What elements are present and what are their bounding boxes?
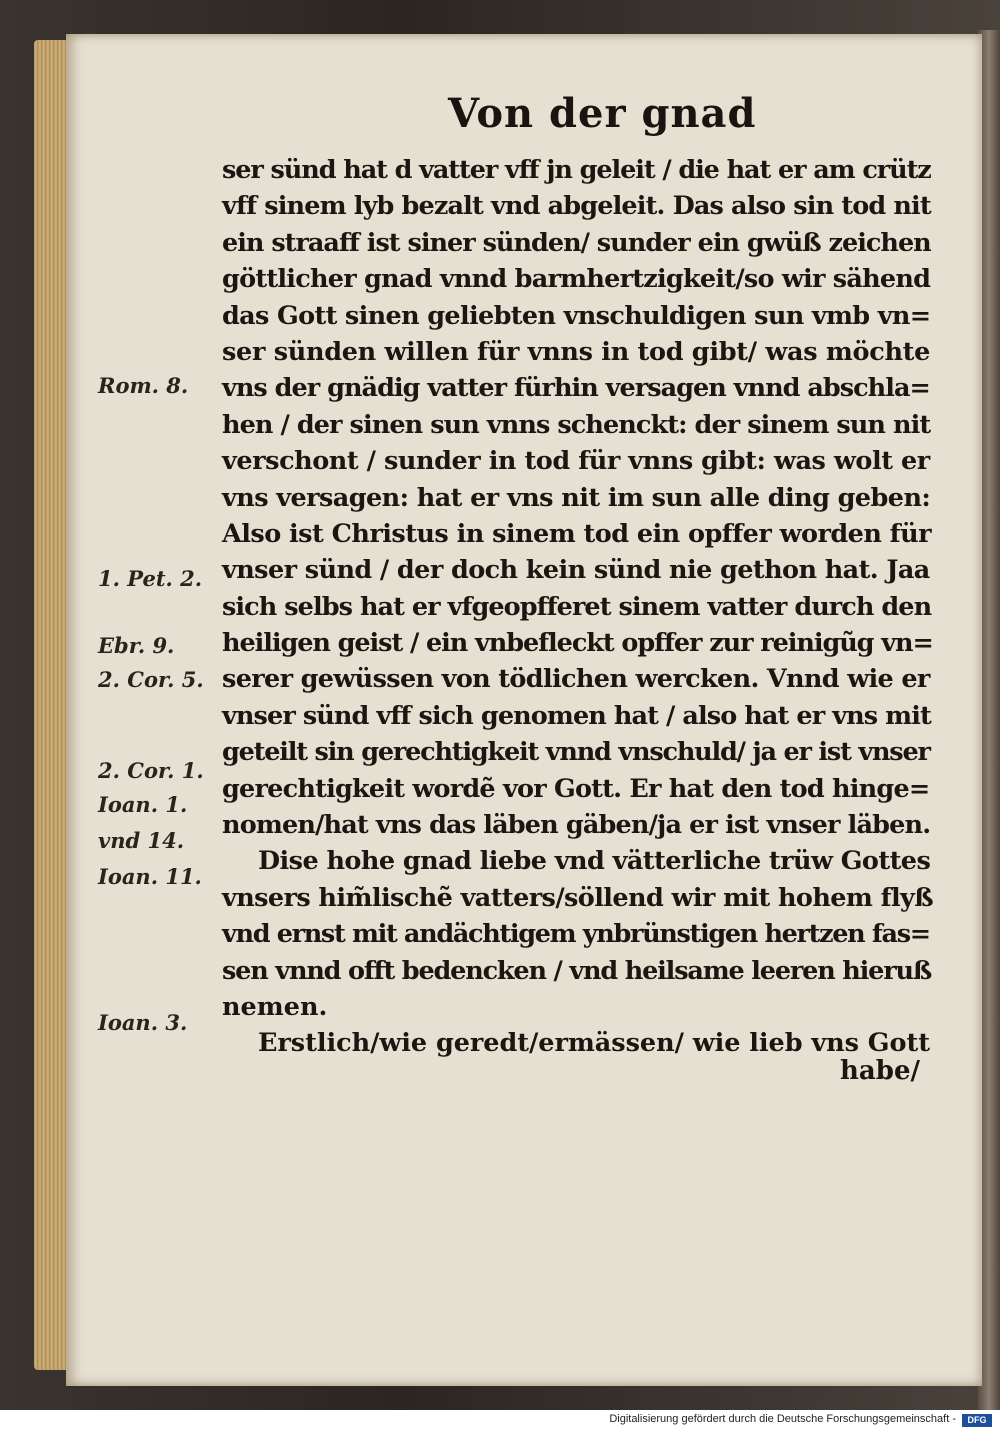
catchword: habe/ xyxy=(840,1056,920,1086)
margin-note: 2. Cor. 5. xyxy=(98,667,204,692)
text-line: vnd ernst mit andächtigem ynbrünstigen hertzen fas= xyxy=(222,919,930,950)
text-line: nomen/hat vns das läben gäben/ja er ist vnser läben. xyxy=(222,810,931,841)
margin-note: Ioan. 11. xyxy=(98,864,202,889)
text-line: vnser sünd / der doch kein sünd nie gethon hat. Jaa xyxy=(222,555,930,586)
text-line: serer gewüssen von tödlichen wercken. Vnnd wie er xyxy=(222,664,930,695)
text-line: göttlicher gnad vnnd barmhertzigkeit/so wir sähend xyxy=(222,264,931,295)
text-line: verschont / sunder in tod für vnns gibt: was wolt er xyxy=(222,446,930,477)
text-line: hen / der sinen sun vnns schenckt: der sinem sun nit xyxy=(222,409,931,440)
margin-note: 2. Cor. 1. xyxy=(98,758,204,783)
text-line: ser sünd hat d vatter vff jn geleit / die hat er am crütz xyxy=(222,155,931,185)
running-head: Von der gnad xyxy=(448,90,757,137)
text-line: ser sünden willen für vnns in tod gibt/ was möchte xyxy=(222,336,931,367)
text-line: geteilt sin gerechtigkeit vnnd vnschuld/ ja er ist vnser xyxy=(222,737,930,768)
margin-note: 1. Pet. 2. xyxy=(98,566,203,591)
text-line: vnser sünd vff sich genomen hat / also hat er vns mit xyxy=(222,700,931,731)
text-line: ein straaff ist siner sünden/ sunder ein gwüß zeichen xyxy=(222,227,931,258)
margin-note: vnd 14. xyxy=(98,828,184,853)
footer-credit: Digitalisierung gefördert durch die Deutsche Forschungsgemeinschaft - xyxy=(609,1413,956,1425)
margin-note: Rom. 8. xyxy=(98,373,189,398)
dfg-logo: DFG xyxy=(962,1414,992,1427)
text-line: gerechtigkeit wordẽ vor Gott. Er hat den tod hinge= xyxy=(222,773,930,804)
text-line: vnsers him̃lischẽ vatters/söllend wir mit hohem flyß xyxy=(222,882,934,913)
text-line: das Gott sinen geliebten vnschuldigen sun vmb vn= xyxy=(222,300,931,331)
margin-note: Ioan. 3. xyxy=(98,1010,188,1035)
text-line: sich selbs hat er vfgeopfferet sinem vatter durch den xyxy=(222,591,932,622)
text-line: Also ist Christus in sinem tod ein opffer worden für xyxy=(222,518,931,549)
margin-note: Ioan. 1. xyxy=(98,792,188,817)
body-text xyxy=(222,152,934,1062)
text-line: vff sinem lyb bezalt vnd abgeleit. Das also sin tod nit xyxy=(222,191,931,222)
text-line: sen vnnd offt bedencken / vnd heilsame leeren hieruß xyxy=(222,955,932,986)
footer-bar xyxy=(0,1410,1000,1431)
text-line: nemen. xyxy=(222,991,328,1022)
text-line: heiligen geist / ein vnbefleckt opffer zur reinigũg vn= xyxy=(222,628,933,659)
text-line: Erstlich/wie geredt/ermässen/ wie lieb vns Gott xyxy=(258,1028,930,1059)
margin-note: Ebr. 9. xyxy=(98,633,175,658)
text-line: Dise hohe gnad liebe vnd vätterliche trüw Gottes xyxy=(258,846,931,877)
text-line: vns versagen: hat er vns nit im sun alle ding geben: xyxy=(222,482,931,513)
text-line: vns der gnädig vatter fürhin versagen vnnd abschla= xyxy=(222,373,930,404)
